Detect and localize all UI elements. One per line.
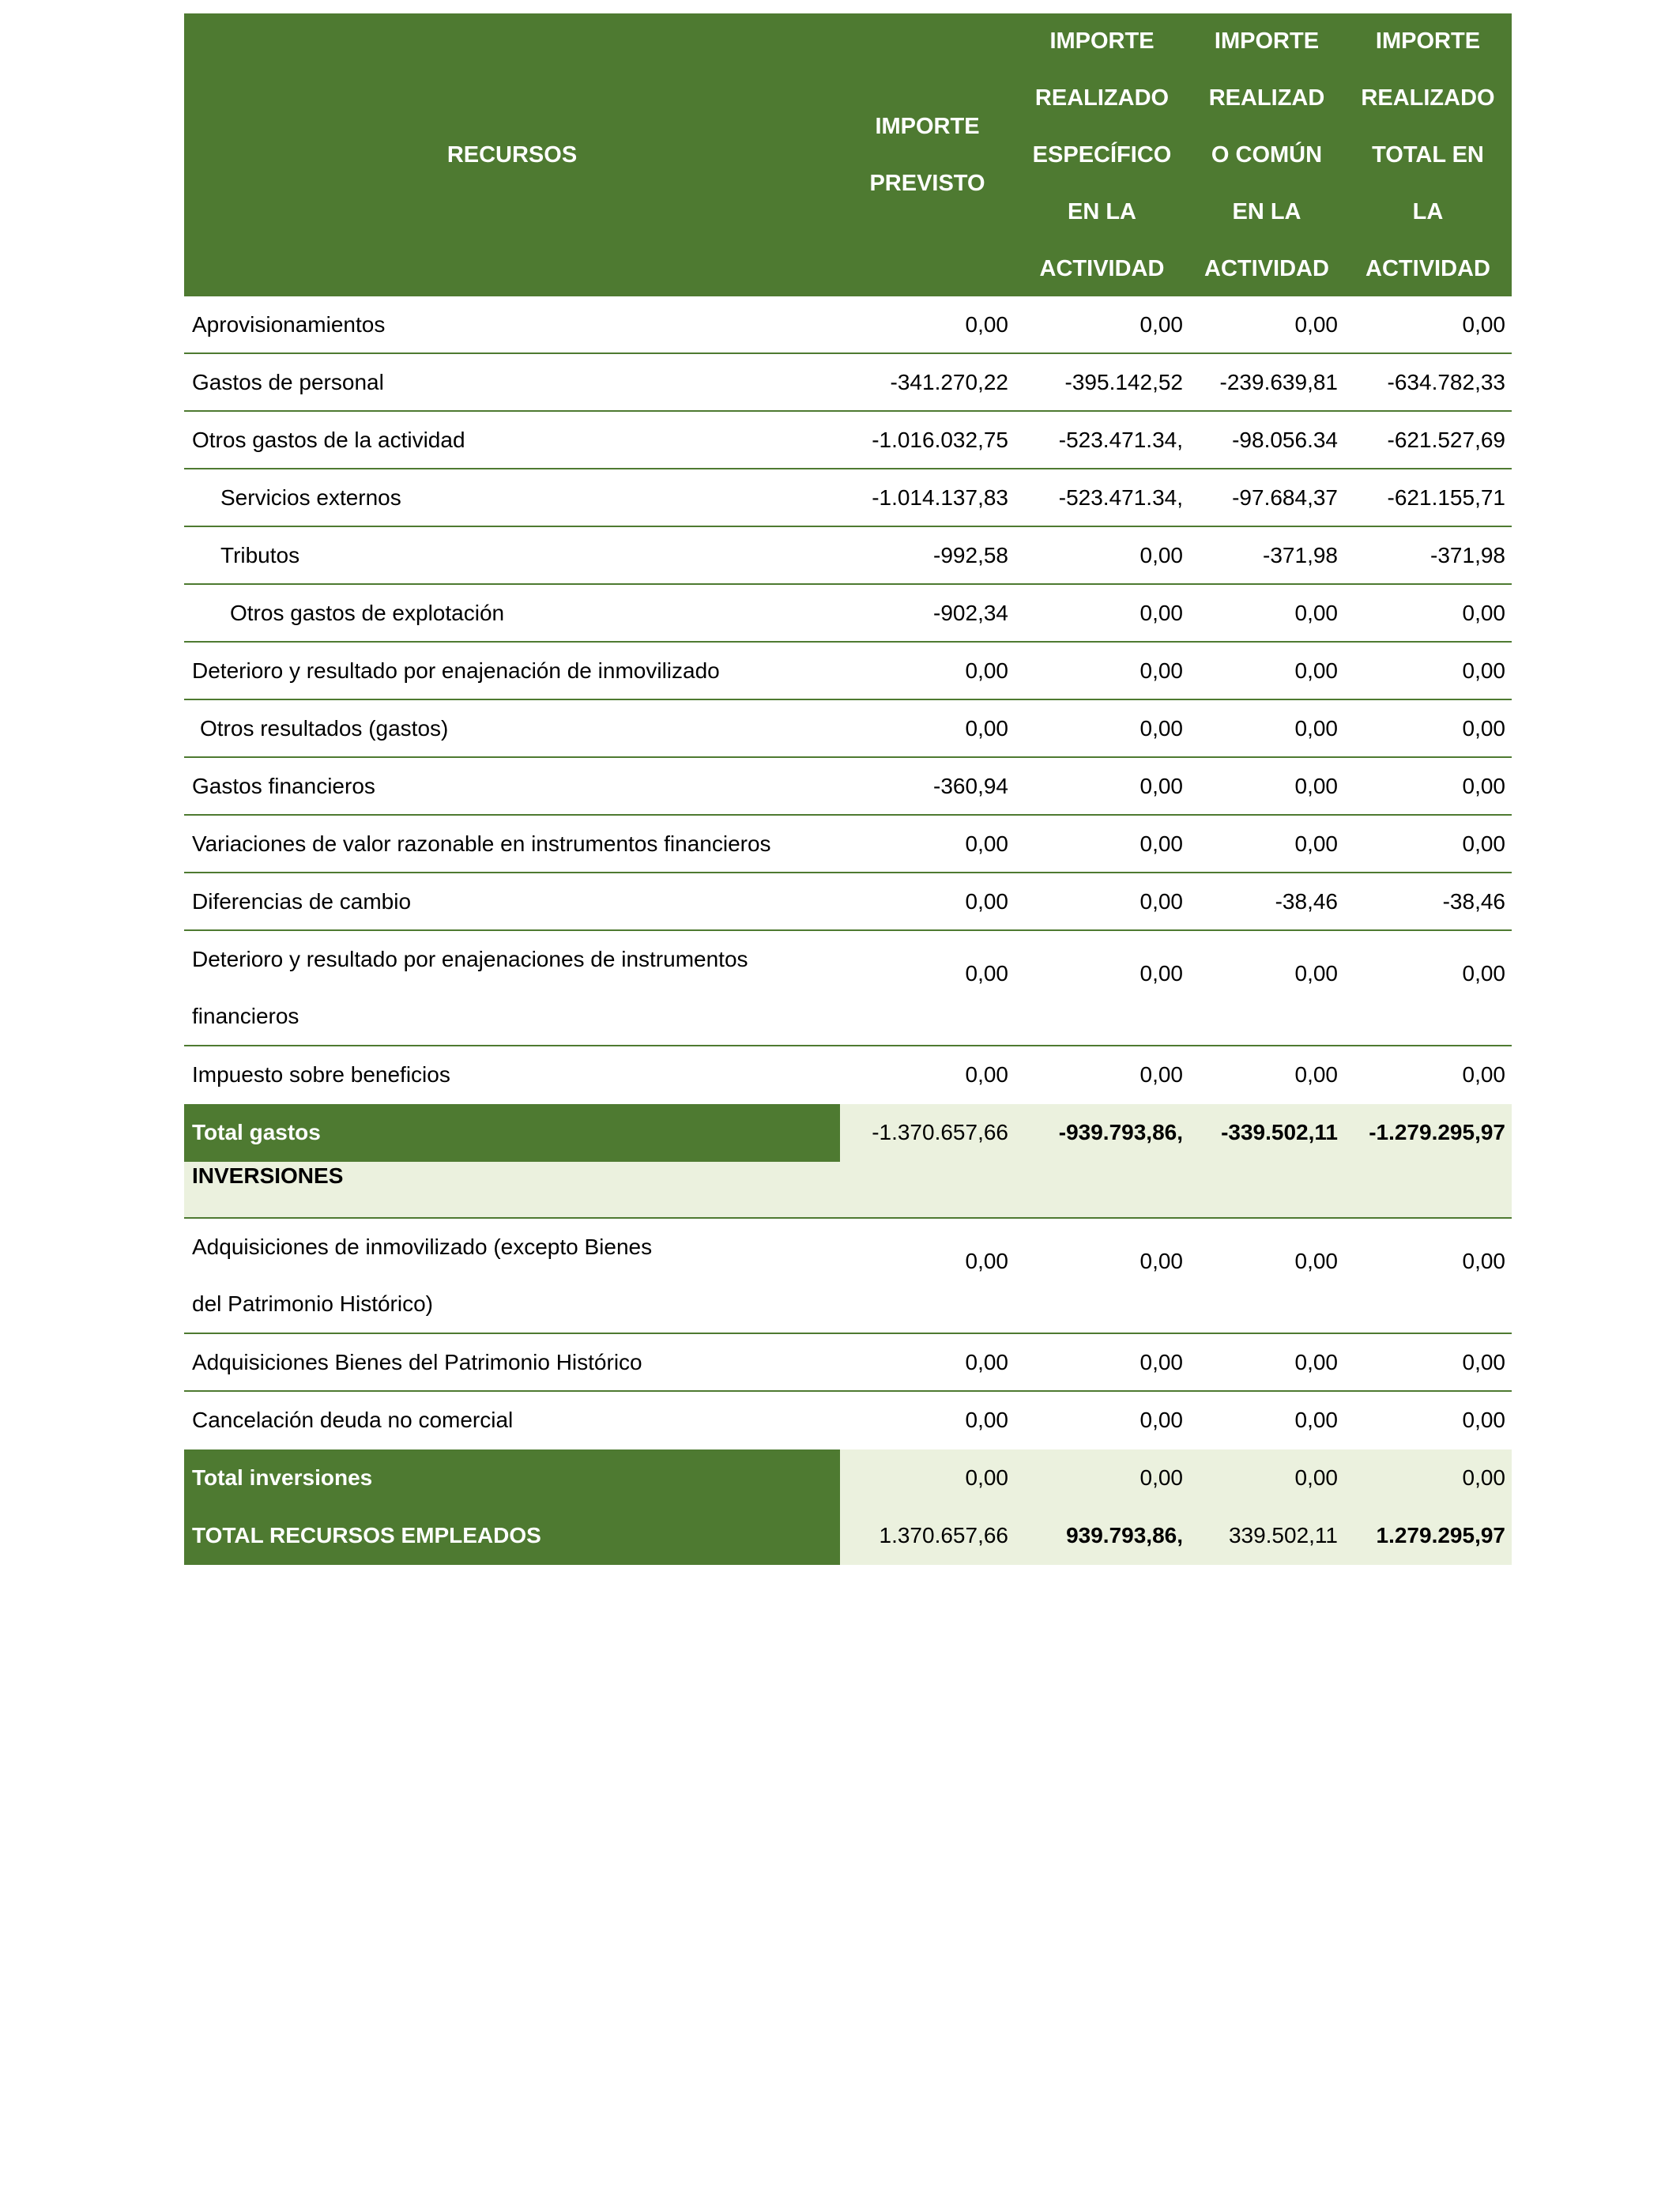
table-row (184, 1392, 1512, 1449)
table-row (184, 873, 1512, 931)
cell-previsto: 0,00 (965, 312, 1008, 337)
table-row (184, 816, 1512, 873)
cell-total: -38,46 (1442, 889, 1505, 914)
cell-comun: 0,00 (1294, 1465, 1338, 1490)
cell-especifico: 0,00 (1139, 601, 1183, 625)
row-label: Otros gastos de la actividad (192, 428, 465, 452)
header-importe-previsto: IMPORTE PREVISTO (869, 114, 985, 196)
cell-previsto: 0,00 (965, 1350, 1008, 1374)
cell-comun: 339.502,11 (1228, 1523, 1338, 1547)
cell-total: 0,00 (1462, 658, 1505, 683)
cell-total: 1.279.295,97 (1376, 1523, 1505, 1547)
cell-total: -621.155,71 (1387, 485, 1505, 510)
cell-total: -1.279.295,97 (1369, 1120, 1505, 1144)
cell-previsto: -992,58 (933, 543, 1008, 567)
table-row (184, 296, 1512, 354)
cell-especifico: 0,00 (1139, 831, 1183, 856)
table-row (184, 1334, 1512, 1392)
cell-comun: 0,00 (1294, 1408, 1338, 1432)
cell-especifico: 0,00 (1139, 312, 1183, 337)
row-label: Otros resultados (gastos) (200, 716, 449, 741)
inversiones-title: INVERSIONES (192, 1163, 344, 1188)
cell-previsto: 0,00 (965, 1062, 1008, 1087)
table-row (184, 1219, 1512, 1334)
cell-previsto: -341.270,22 (890, 370, 1008, 394)
row-label: Servicios externos (220, 485, 401, 510)
header-importe-especifico: IMPORTE REALIZADO ESPECÍFICO EN LA ACTIVIDAD (1032, 28, 1172, 281)
cell-total: 0,00 (1462, 312, 1505, 337)
cell-total: 0,00 (1462, 1408, 1505, 1432)
cell-especifico: 0,00 (1139, 1062, 1183, 1087)
table-row (184, 931, 1512, 1046)
cell-comun: -38,46 (1275, 889, 1338, 914)
cell-previsto: -360,94 (933, 774, 1008, 798)
cell-comun: 0,00 (1294, 1350, 1338, 1374)
cell-comun: 0,00 (1294, 831, 1338, 856)
inversiones-section-title (184, 1162, 1512, 1219)
cell-total: -371,98 (1430, 543, 1505, 567)
cell-comun: 0,00 (1294, 774, 1338, 798)
row-label: Cancelación deuda no comercial (192, 1408, 514, 1432)
total-gastos-row (184, 1104, 1512, 1162)
table-header (184, 13, 1512, 296)
total-recursos-label: TOTAL RECURSOS EMPLEADOS (184, 1507, 840, 1565)
cell-previsto: 1.370.657,66 (879, 1523, 1008, 1547)
total-gastos-label: Total gastos (184, 1104, 840, 1162)
cell-especifico: 0,00 (1139, 543, 1183, 567)
cell-especifico: -523.471.34, (1058, 485, 1183, 510)
table-row (184, 643, 1512, 700)
row-label: Deterioro y resultado por enajenación de inmovilizado (192, 658, 720, 683)
row-label: Deterioro y resultado por enajenaciones de instrumentos financieros (192, 947, 748, 1028)
table-row (184, 354, 1512, 412)
cell-comun: -239.639,81 (1219, 370, 1338, 394)
cell-comun: 0,00 (1294, 961, 1338, 986)
cell-previsto: 0,00 (965, 658, 1008, 683)
cell-previsto: 0,00 (965, 889, 1008, 914)
total-recursos-row (184, 1507, 1512, 1565)
cell-comun: 0,00 (1294, 601, 1338, 625)
cell-total: -634.782,33 (1387, 370, 1505, 394)
cell-previsto: -902,34 (933, 601, 1008, 625)
cell-comun: 0,00 (1294, 312, 1338, 337)
cell-especifico: -939.793,86, (1058, 1120, 1183, 1144)
table-row (184, 469, 1512, 527)
cell-especifico: 0,00 (1139, 1249, 1183, 1273)
cell-comun: 0,00 (1294, 716, 1338, 741)
cell-comun: 0,00 (1294, 1249, 1338, 1273)
cell-previsto: -1.370.657,66 (872, 1120, 1008, 1144)
row-label: Impuesto sobre beneficios (192, 1062, 450, 1087)
table-row (184, 758, 1512, 816)
cell-previsto: 0,00 (965, 1408, 1008, 1432)
row-label: Aprovisionamientos (192, 312, 386, 337)
header-importe-total: IMPORTE REALIZADO TOTAL EN LA ACTIVIDAD (1361, 28, 1495, 281)
table-row (184, 700, 1512, 758)
cell-comun: -339.502,11 (1221, 1120, 1338, 1144)
row-label: Gastos de personal (192, 370, 384, 394)
cell-total: 0,00 (1462, 831, 1505, 856)
cell-previsto: 0,00 (965, 961, 1008, 986)
row-label: Adquisiciones Bienes del Patrimonio Histórico (192, 1350, 642, 1374)
cell-especifico: 0,00 (1139, 1350, 1183, 1374)
row-label: Diferencias de cambio (192, 889, 412, 914)
row-label: Variaciones de valor razonable en instrumentos financieros (192, 831, 771, 856)
total-inversiones-label: Total inversiones (184, 1449, 840, 1507)
cell-especifico: 0,00 (1139, 774, 1183, 798)
cell-especifico: 939.793,86, (1066, 1523, 1183, 1547)
table-row (184, 585, 1512, 643)
cell-total: 0,00 (1462, 1350, 1505, 1374)
cell-especifico: 0,00 (1139, 658, 1183, 683)
cell-total: 0,00 (1462, 601, 1505, 625)
cell-previsto: -1.014.137,83 (872, 485, 1008, 510)
cell-previsto: 0,00 (965, 716, 1008, 741)
table-row (184, 1046, 1512, 1104)
table-row (184, 527, 1512, 585)
header-recursos: RECURSOS (446, 142, 578, 168)
row-label: Otros gastos de explotación (230, 601, 505, 625)
cell-especifico: 0,00 (1139, 961, 1183, 986)
cell-previsto: 0,00 (965, 1465, 1008, 1490)
cell-previsto: 0,00 (965, 831, 1008, 856)
table-row (184, 412, 1512, 469)
cell-especifico: 0,00 (1139, 889, 1183, 914)
cell-especifico: -395.142,52 (1064, 370, 1183, 394)
row-label: Gastos financieros (192, 774, 375, 798)
cell-comun: 0,00 (1294, 658, 1338, 683)
cell-total: 0,00 (1462, 1249, 1505, 1273)
cell-previsto: -1.016.032,75 (872, 428, 1008, 452)
cell-especifico: 0,00 (1139, 716, 1183, 741)
cell-total: 0,00 (1462, 961, 1505, 986)
cell-especifico: 0,00 (1139, 1408, 1183, 1432)
cell-total: 0,00 (1462, 1465, 1505, 1490)
cell-especifico: 0,00 (1139, 1465, 1183, 1490)
cell-previsto: 0,00 (965, 1249, 1008, 1273)
cell-comun: -371,98 (1263, 543, 1338, 567)
cell-comun: -98.056.34 (1232, 428, 1338, 452)
header-importe-comun: IMPORTE REALIZAD O COMÚN EN LA ACTIVIDAD (1204, 28, 1329, 281)
cell-comun: 0,00 (1294, 1062, 1338, 1087)
cell-comun: -97.684,37 (1232, 485, 1338, 510)
row-label: Tributos (220, 543, 300, 567)
cell-especifico: -523.471.34, (1058, 428, 1183, 452)
resources-table (184, 13, 1512, 1565)
cell-total: -621.527,69 (1387, 428, 1505, 452)
cell-total: 0,00 (1462, 774, 1505, 798)
row-label: Adquisiciones de inmovilizado (excepto Bienes del Patrimonio Histórico) (192, 1235, 653, 1316)
total-inversiones-row (184, 1449, 1512, 1507)
cell-total: 0,00 (1462, 716, 1505, 741)
cell-total: 0,00 (1462, 1062, 1505, 1087)
